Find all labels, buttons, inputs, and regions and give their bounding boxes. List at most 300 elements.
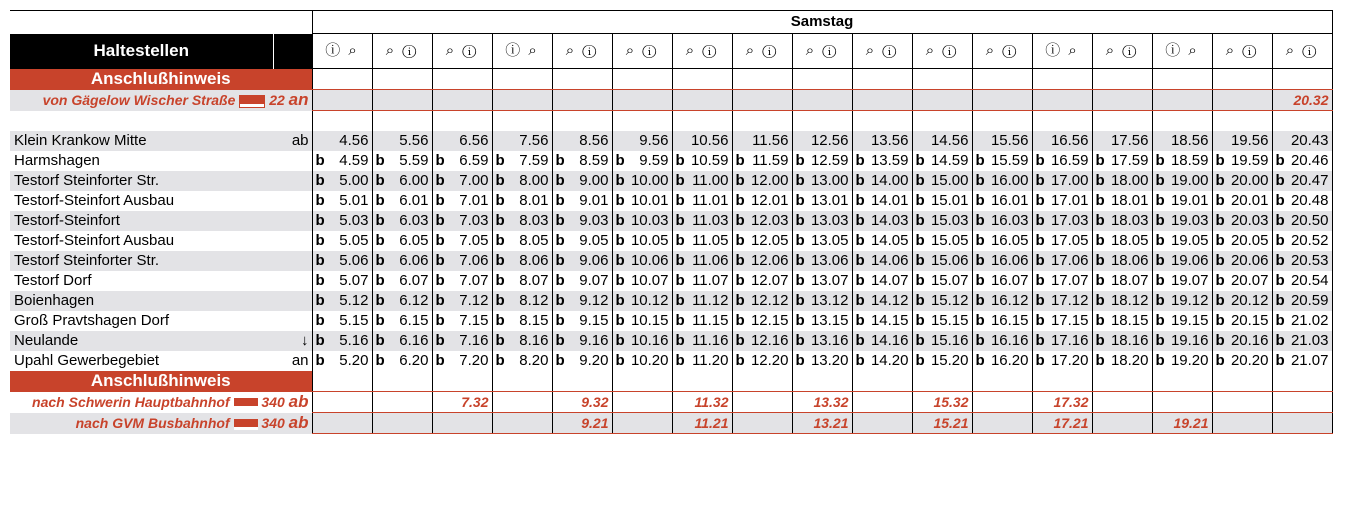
time-value: 18.03 xyxy=(1110,212,1149,229)
direction: an xyxy=(288,90,309,109)
departure-time xyxy=(672,271,732,291)
stop-direction xyxy=(273,271,312,291)
connection-to-text: nach GVM Busbahnhof xyxy=(75,415,230,431)
b-marker: b xyxy=(1275,212,1285,229)
departure-time xyxy=(672,351,732,371)
connection-time xyxy=(1092,413,1152,434)
departure-time xyxy=(492,151,552,171)
time-value: 18.05 xyxy=(1110,232,1149,249)
b-marker: b xyxy=(855,312,865,329)
trip-icons: ⌕ ⓘ xyxy=(1272,34,1332,69)
departure-time xyxy=(372,311,432,331)
connections-heading-top: Anschlußhinweis xyxy=(10,69,312,90)
b-marker: b xyxy=(615,152,625,169)
stop-direction xyxy=(273,231,312,251)
time-value: 13.12 xyxy=(810,292,849,309)
departure-time xyxy=(492,211,552,231)
departure-time xyxy=(1272,231,1332,251)
time-value: 16.03 xyxy=(990,212,1029,229)
departure-time xyxy=(1032,271,1092,291)
time-value: 16.05 xyxy=(990,232,1029,249)
time-value: 10.00 xyxy=(630,172,669,189)
connection-time xyxy=(1212,90,1272,111)
b-marker: b xyxy=(375,312,385,329)
empty-cell xyxy=(1092,371,1152,392)
departure-time xyxy=(492,271,552,291)
departure-time xyxy=(492,171,552,191)
time-value: 9.15 xyxy=(579,312,609,329)
departure-time xyxy=(1212,291,1272,311)
time-value: 6.12 xyxy=(399,292,429,309)
b-marker: b xyxy=(435,292,445,309)
time-value: 12.56 xyxy=(810,132,849,149)
b-marker: b xyxy=(735,252,745,269)
spacer-cell xyxy=(552,111,612,132)
departure-time xyxy=(732,251,792,271)
stop-name: Testorf-Steinfort Ausbau xyxy=(14,232,175,249)
departure-time xyxy=(852,251,912,271)
departure-time xyxy=(372,331,432,351)
b-marker: b xyxy=(735,172,745,189)
stop-name: Testorf Steinforter Str. xyxy=(10,171,273,191)
b-marker: b xyxy=(375,172,385,189)
b-marker: b xyxy=(735,192,745,209)
b-marker: b xyxy=(795,292,805,309)
time-value: 9.59 xyxy=(639,152,669,169)
time-value: 8.20 xyxy=(519,352,549,369)
departure-time xyxy=(672,251,732,271)
time-value: 13.56 xyxy=(870,132,909,149)
connection-time xyxy=(1272,413,1332,434)
departure-time xyxy=(1272,171,1332,191)
departure-time xyxy=(612,151,672,171)
departure-time xyxy=(612,291,672,311)
time-value: 8.07 xyxy=(519,272,549,289)
b-marker: b xyxy=(1095,152,1105,169)
time-value: 9.00 xyxy=(579,172,609,189)
time-value: 18.00 xyxy=(1110,172,1149,189)
time-value: 17.01 xyxy=(1050,192,1089,209)
stop-name: Neulande xyxy=(10,331,273,351)
time-value: 7.20 xyxy=(459,352,489,369)
b-marker: b xyxy=(1035,152,1045,169)
departure-time xyxy=(312,331,372,351)
empty-cell xyxy=(1272,371,1332,392)
time-value: 9.12 xyxy=(579,292,609,309)
departure-time xyxy=(552,191,612,211)
departure-time xyxy=(1212,311,1272,331)
empty-cell xyxy=(852,69,912,90)
departure-time xyxy=(372,131,432,151)
departure-time xyxy=(312,311,372,331)
trip-icons: ⓘ ⌕ xyxy=(492,34,552,69)
line-number: 340 xyxy=(261,415,285,431)
departure-time xyxy=(912,211,972,231)
b-marker: b xyxy=(1215,312,1225,329)
empty-cell xyxy=(972,371,1032,392)
b-marker: b xyxy=(375,292,385,309)
b-marker: b xyxy=(375,352,385,369)
departure-time xyxy=(1092,331,1152,351)
departure-time xyxy=(372,151,432,171)
time-value: 17.00 xyxy=(1050,172,1089,189)
departure-time xyxy=(672,171,732,191)
departure-time xyxy=(1092,191,1152,211)
time-value: 6.59 xyxy=(459,152,489,169)
departure-time xyxy=(972,171,1032,191)
connection-time xyxy=(1272,392,1332,413)
time-value: 10.01 xyxy=(630,192,669,209)
departure-time xyxy=(1092,251,1152,271)
time-value: 7.56 xyxy=(519,132,549,149)
empty-cell xyxy=(792,69,852,90)
departure-time xyxy=(852,311,912,331)
time-value: 20.12 xyxy=(1230,292,1269,309)
time-value: 5.05 xyxy=(339,232,369,249)
b-marker: b xyxy=(675,152,685,169)
b-marker: b xyxy=(1035,252,1045,269)
departure-time xyxy=(312,251,372,271)
b-marker: b xyxy=(1275,252,1285,269)
departure-time xyxy=(1212,231,1272,251)
connection-time xyxy=(312,392,372,413)
b-marker: b xyxy=(375,232,385,249)
b-marker: b xyxy=(435,172,445,189)
departure-time xyxy=(912,131,972,151)
departure-time xyxy=(612,131,672,151)
time-value: 20.03 xyxy=(1230,212,1269,229)
departure-time xyxy=(372,251,432,271)
b-marker: b xyxy=(435,312,445,329)
b-marker: b xyxy=(1035,312,1045,329)
b-marker: b xyxy=(555,252,565,269)
time-value: 12.16 xyxy=(750,332,789,349)
time-value: 9.16 xyxy=(579,332,609,349)
empty-cell xyxy=(372,69,432,90)
trip-icons: ⌕ ⓘ xyxy=(612,34,672,69)
b-marker: b xyxy=(675,292,685,309)
time-value: 18.56 xyxy=(1170,132,1209,149)
time-value: 17.15 xyxy=(1050,312,1089,329)
b-marker: b xyxy=(1095,332,1105,349)
departure-time xyxy=(1032,351,1092,371)
b-marker: b xyxy=(795,152,805,169)
departure-time xyxy=(1212,131,1272,151)
departure-time xyxy=(552,231,612,251)
time-value: 15.03 xyxy=(930,212,969,229)
spacer-cell xyxy=(432,111,492,132)
stop-name: Testorf-Steinfort xyxy=(10,211,273,231)
departure-time xyxy=(912,311,972,331)
time-value: 21.02 xyxy=(1290,312,1329,329)
departure-time xyxy=(1272,291,1332,311)
time-value: 19.20 xyxy=(1170,352,1209,369)
time-value: 14.12 xyxy=(870,292,909,309)
connection-time: 7.32 xyxy=(432,392,492,413)
b-marker: b xyxy=(795,332,805,349)
b-marker: b xyxy=(1275,152,1285,169)
time-value: 14.15 xyxy=(870,312,909,329)
b-marker: b xyxy=(495,232,505,249)
time-value: 9.03 xyxy=(579,212,609,229)
trip-icons: ⌕ ⓘ xyxy=(732,34,792,69)
departure-time xyxy=(972,271,1032,291)
b-marker: b xyxy=(855,192,865,209)
departure-time xyxy=(1212,171,1272,191)
departure-time xyxy=(1152,131,1212,151)
time-value: 15.06 xyxy=(930,252,969,269)
trip-icons: ⌕ ⓘ xyxy=(972,34,1032,69)
time-value: 14.07 xyxy=(870,272,909,289)
b-marker: b xyxy=(315,152,325,169)
departure-time xyxy=(1032,311,1092,331)
departure-time xyxy=(1272,311,1332,331)
connection-time: 15.21 xyxy=(912,413,972,434)
time-value: 20.52 xyxy=(1290,232,1329,249)
departure-time xyxy=(1032,231,1092,251)
trip-icons: ⓘ ⌕ xyxy=(1032,34,1092,69)
departure-time xyxy=(852,331,912,351)
b-marker: b xyxy=(735,332,745,349)
empty-cell xyxy=(1032,371,1092,392)
b-marker: b xyxy=(975,252,985,269)
time-value: 17.03 xyxy=(1050,212,1089,229)
b-marker: b xyxy=(615,172,625,189)
b-marker: b xyxy=(735,152,745,169)
b-marker: b xyxy=(975,152,985,169)
b-marker: b xyxy=(615,272,625,289)
time-value: 17.20 xyxy=(1050,352,1089,369)
departure-time xyxy=(1152,251,1212,271)
b-marker: b xyxy=(615,232,625,249)
connection-time: 17.21 xyxy=(1032,413,1092,434)
departure-time xyxy=(1212,211,1272,231)
time-value: 14.05 xyxy=(870,232,909,249)
stop-name: Klein Krankow Mitte xyxy=(10,131,273,151)
departure-time xyxy=(852,271,912,291)
time-value: 17.12 xyxy=(1050,292,1089,309)
departure-time xyxy=(432,311,492,331)
time-value: 12.05 xyxy=(750,232,789,249)
connection-time: 13.32 xyxy=(792,392,852,413)
empty-cell xyxy=(312,69,372,90)
departure-time xyxy=(612,211,672,231)
departure-time xyxy=(732,151,792,171)
b-marker: b xyxy=(735,312,745,329)
departure-time xyxy=(792,191,852,211)
departure-time xyxy=(792,231,852,251)
b-marker: b xyxy=(1215,232,1225,249)
time-value: 11.01 xyxy=(692,192,729,209)
b-marker: b xyxy=(555,172,565,189)
departure-time xyxy=(312,131,372,151)
time-value: 6.16 xyxy=(399,332,429,349)
b-marker: b xyxy=(975,352,985,369)
connection-time xyxy=(372,413,432,434)
departure-time xyxy=(1272,251,1332,271)
spacer-cell xyxy=(852,111,912,132)
trip-icons: ⌕ ⓘ xyxy=(1092,34,1152,69)
connection-time xyxy=(612,413,672,434)
departure-time xyxy=(432,211,492,231)
b-marker: b xyxy=(1035,192,1045,209)
b-marker: b xyxy=(315,332,325,349)
time-value: 6.07 xyxy=(399,272,429,289)
departure-time xyxy=(672,191,732,211)
connection-time xyxy=(492,413,552,434)
line-number: 22 xyxy=(269,92,285,108)
connection-time xyxy=(1032,90,1092,111)
departure-time xyxy=(492,331,552,351)
connection-time xyxy=(972,90,1032,111)
departure-time xyxy=(732,211,792,231)
departure-time xyxy=(1152,171,1212,191)
b-marker: b xyxy=(1155,332,1165,349)
time-value: 10.12 xyxy=(630,292,669,309)
departure-time xyxy=(672,291,732,311)
b-marker: b xyxy=(375,152,385,169)
departure-time xyxy=(552,291,612,311)
departure-time xyxy=(312,231,372,251)
b-marker: b xyxy=(1035,332,1045,349)
time-value: 13.59 xyxy=(870,152,909,169)
departure-time xyxy=(1152,331,1212,351)
empty-cell xyxy=(672,69,732,90)
b-marker: b xyxy=(555,192,565,209)
time-value: 19.12 xyxy=(1170,292,1209,309)
b-marker: b xyxy=(915,172,925,189)
time-value: 11.59 xyxy=(752,152,789,169)
departure-time xyxy=(552,211,612,231)
departure-time xyxy=(312,271,372,291)
empty-cell xyxy=(792,371,852,392)
line-number: 340 xyxy=(261,394,285,410)
b-marker: b xyxy=(1095,292,1105,309)
departure-time xyxy=(972,331,1032,351)
time-value: 13.03 xyxy=(810,212,849,229)
time-value: 12.15 xyxy=(750,312,789,329)
time-value: 12.03 xyxy=(750,212,789,229)
b-marker: b xyxy=(735,292,745,309)
time-value: 20.06 xyxy=(1230,252,1269,269)
departure-time xyxy=(732,271,792,291)
time-value: 11.12 xyxy=(692,292,729,309)
departure-time xyxy=(672,311,732,331)
time-value: 12.12 xyxy=(750,292,789,309)
connection-time xyxy=(372,392,432,413)
connection-to-label xyxy=(10,392,312,413)
departure-time xyxy=(792,131,852,151)
header-dir-blank xyxy=(273,34,312,69)
time-value: 14.06 xyxy=(870,252,909,269)
connection-time-last: 20.32 xyxy=(1272,90,1332,111)
time-value: 11.07 xyxy=(692,272,729,289)
departure-time xyxy=(972,291,1032,311)
b-marker: b xyxy=(495,172,505,189)
time-value: 8.12 xyxy=(519,292,549,309)
time-value: 13.00 xyxy=(810,172,849,189)
b-marker: b xyxy=(1155,252,1165,269)
time-value: 17.06 xyxy=(1050,252,1089,269)
b-marker: b xyxy=(855,352,865,369)
time-value: 15.20 xyxy=(930,352,969,369)
departure-time xyxy=(972,191,1032,211)
time-value: 14.00 xyxy=(870,172,909,189)
b-marker: b xyxy=(1155,192,1165,209)
time-value: 15.05 xyxy=(930,232,969,249)
time-value: 19.05 xyxy=(1170,232,1209,249)
time-value: 17.07 xyxy=(1050,272,1089,289)
time-value: 7.16 xyxy=(459,332,489,349)
connection-time xyxy=(432,90,492,111)
connection-time xyxy=(672,90,732,111)
header-blank xyxy=(10,11,312,34)
trip-icons: ⌕ ⓘ xyxy=(912,34,972,69)
time-value: 18.16 xyxy=(1110,332,1149,349)
b-marker: b xyxy=(975,272,985,289)
spacer-cell xyxy=(312,111,372,132)
spacer-cell xyxy=(612,111,672,132)
b-marker: b xyxy=(915,292,925,309)
departure-time xyxy=(912,251,972,271)
time-value: 18.01 xyxy=(1110,192,1149,209)
departure-time xyxy=(1152,191,1212,211)
time-value: 7.59 xyxy=(519,152,549,169)
time-value: 19.00 xyxy=(1170,172,1209,189)
departure-time xyxy=(672,151,732,171)
time-value: 7.05 xyxy=(459,232,489,249)
time-value: 18.12 xyxy=(1110,292,1149,309)
departure-time xyxy=(552,251,612,271)
time-value: 8.56 xyxy=(579,132,609,149)
empty-cell xyxy=(732,371,792,392)
time-value: 13.05 xyxy=(810,232,849,249)
departure-time xyxy=(612,231,672,251)
b-marker: b xyxy=(855,212,865,229)
departure-time xyxy=(852,211,912,231)
trip-icons: ⌕ ⓘ xyxy=(432,34,492,69)
time-value: 12.00 xyxy=(750,172,789,189)
stop-direction xyxy=(273,151,312,171)
connection-time xyxy=(732,413,792,434)
time-value: 20.53 xyxy=(1290,252,1329,269)
departure-time xyxy=(432,271,492,291)
departure-time xyxy=(1032,211,1092,231)
b-marker: b xyxy=(675,252,685,269)
time-value: 19.16 xyxy=(1170,332,1209,349)
departure-time xyxy=(312,351,372,371)
time-value: 10.07 xyxy=(630,272,669,289)
direction: ab xyxy=(288,413,309,432)
departure-time xyxy=(1152,351,1212,371)
connection-time xyxy=(792,90,852,111)
departure-time xyxy=(732,331,792,351)
b-marker: b xyxy=(1155,152,1165,169)
connection-time xyxy=(1092,392,1152,413)
b-marker: b xyxy=(315,252,325,269)
time-value: 20.05 xyxy=(1230,232,1269,249)
departure-time xyxy=(792,311,852,331)
time-value: 5.56 xyxy=(399,132,429,149)
b-marker: b xyxy=(795,232,805,249)
departure-time xyxy=(912,331,972,351)
departure-time xyxy=(432,251,492,271)
departure-time xyxy=(432,231,492,251)
spacer-cell xyxy=(972,111,1032,132)
departure-time xyxy=(1272,271,1332,291)
connections-heading-bottom: Anschlußhinweis xyxy=(10,371,312,392)
timetable xyxy=(10,10,1333,434)
